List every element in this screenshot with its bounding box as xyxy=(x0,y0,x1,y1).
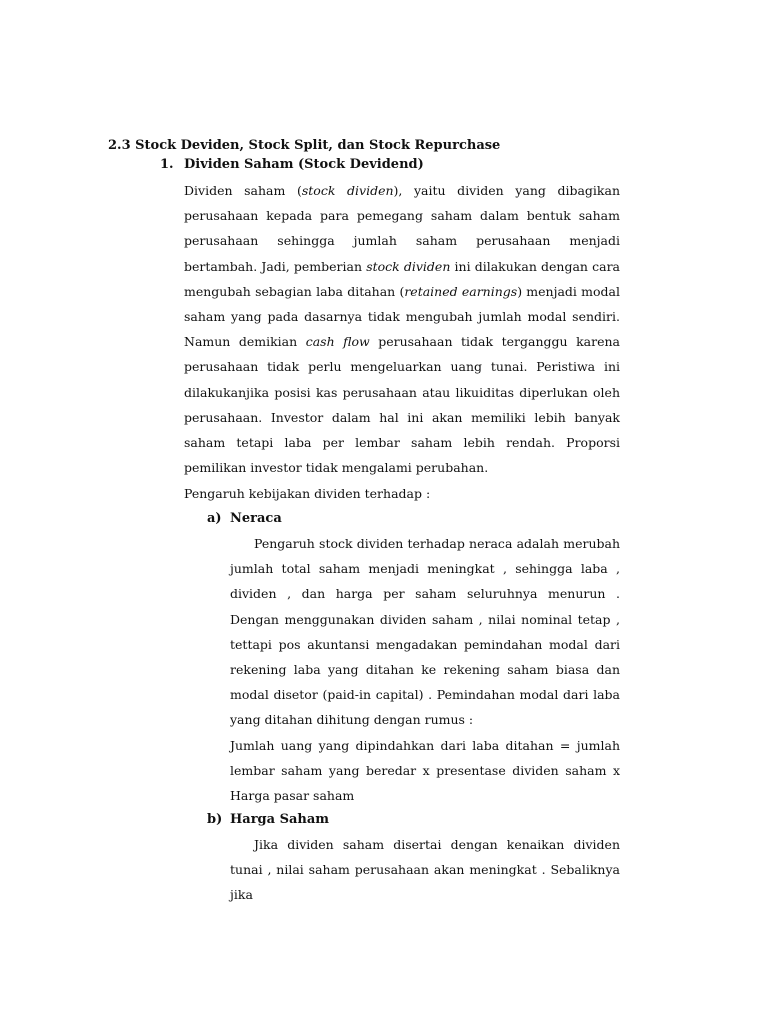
item-b-label: b) xyxy=(207,812,223,827)
item-a-formula: Jumlah uang yang dipindahkan dari laba ditahan = jumlah lembar saham yang beredar x presentase dividen saham x Harga pasar saham xyxy=(230,738,620,804)
item-a-heading xyxy=(207,509,282,529)
item-a-label: a) xyxy=(207,511,222,526)
term-retained-earnings: retained earnings xyxy=(404,283,518,299)
item-b-heading xyxy=(207,810,329,830)
item-b-title: Harga Saham xyxy=(230,812,330,827)
influence-intro: Pengaruh kebijakan dividen terhadap : xyxy=(184,486,431,501)
subsection-title: Dividen Saham (Stock Devidend) xyxy=(184,157,424,172)
term-stock-dividen: stock dividen xyxy=(301,183,394,198)
term-stock-dividen-2: stock dividen xyxy=(366,258,451,274)
subsection-heading xyxy=(160,155,424,175)
item-b-paragraph: Jika dividen saham disertai dengan kenaikan dividen tunai , nilai saham perusahaan akan meningkat . Sebaliknya jika xyxy=(230,837,620,903)
item-a-title: Neraca xyxy=(230,511,282,526)
item-a-paragraph: Pengaruh stock dividen terhadap neraca adalah merubah jumlah total saham menjadi meningkat , sehingga laba , dividen , dan harga per saham seluruhnya menurun . Dengan menggunakan dividen saham , nilai nominal tetap , tettapi pos akuntansi mengadakan pemindahan modal dari rekening laba yang ditahan ke rekening saham biasa dan modal disetor (paid-in capital) . Pemindahan modal dari laba yang ditahan dihitung dengan rumus : xyxy=(230,536,620,728)
term-cash-flow: cash flow xyxy=(305,334,370,350)
intro-paragraph: Dividen saham (stock dividen), yaitu dividen yang dibagikan perusahaan kepada para pemegang saham dalam bentuk saham perusahaan sehingga jumlah saham perusahaan menjadi bertambah. Jadi, pemberian stock dividen ini dilakukan dengan cara mengubah sebagian laba ditahan (retained earnings) menjadi modal saham yang pada dasarnya tidak mengubah jumlah modal sendiri. Namun demikian cash flow perusahaan tidak terganggu karena perusahaan tidak perlu mengeluarkan uang tunai. Peristiwa ini dilakukanjika posisi kas perusahaan atau likuiditas diperlukan oleh perusahaan. Investor dalam hal ini akan memiliki lebih banyak saham tetapi laba per lembar saham lebih rendah. Proporsi pemilikan investor tidak mengalami perubahan. xyxy=(184,183,621,476)
subsection-number: 1. xyxy=(160,157,174,172)
section-heading: 2.3 Stock Deviden, Stock Split, dan Stock Repurchase xyxy=(108,138,501,153)
